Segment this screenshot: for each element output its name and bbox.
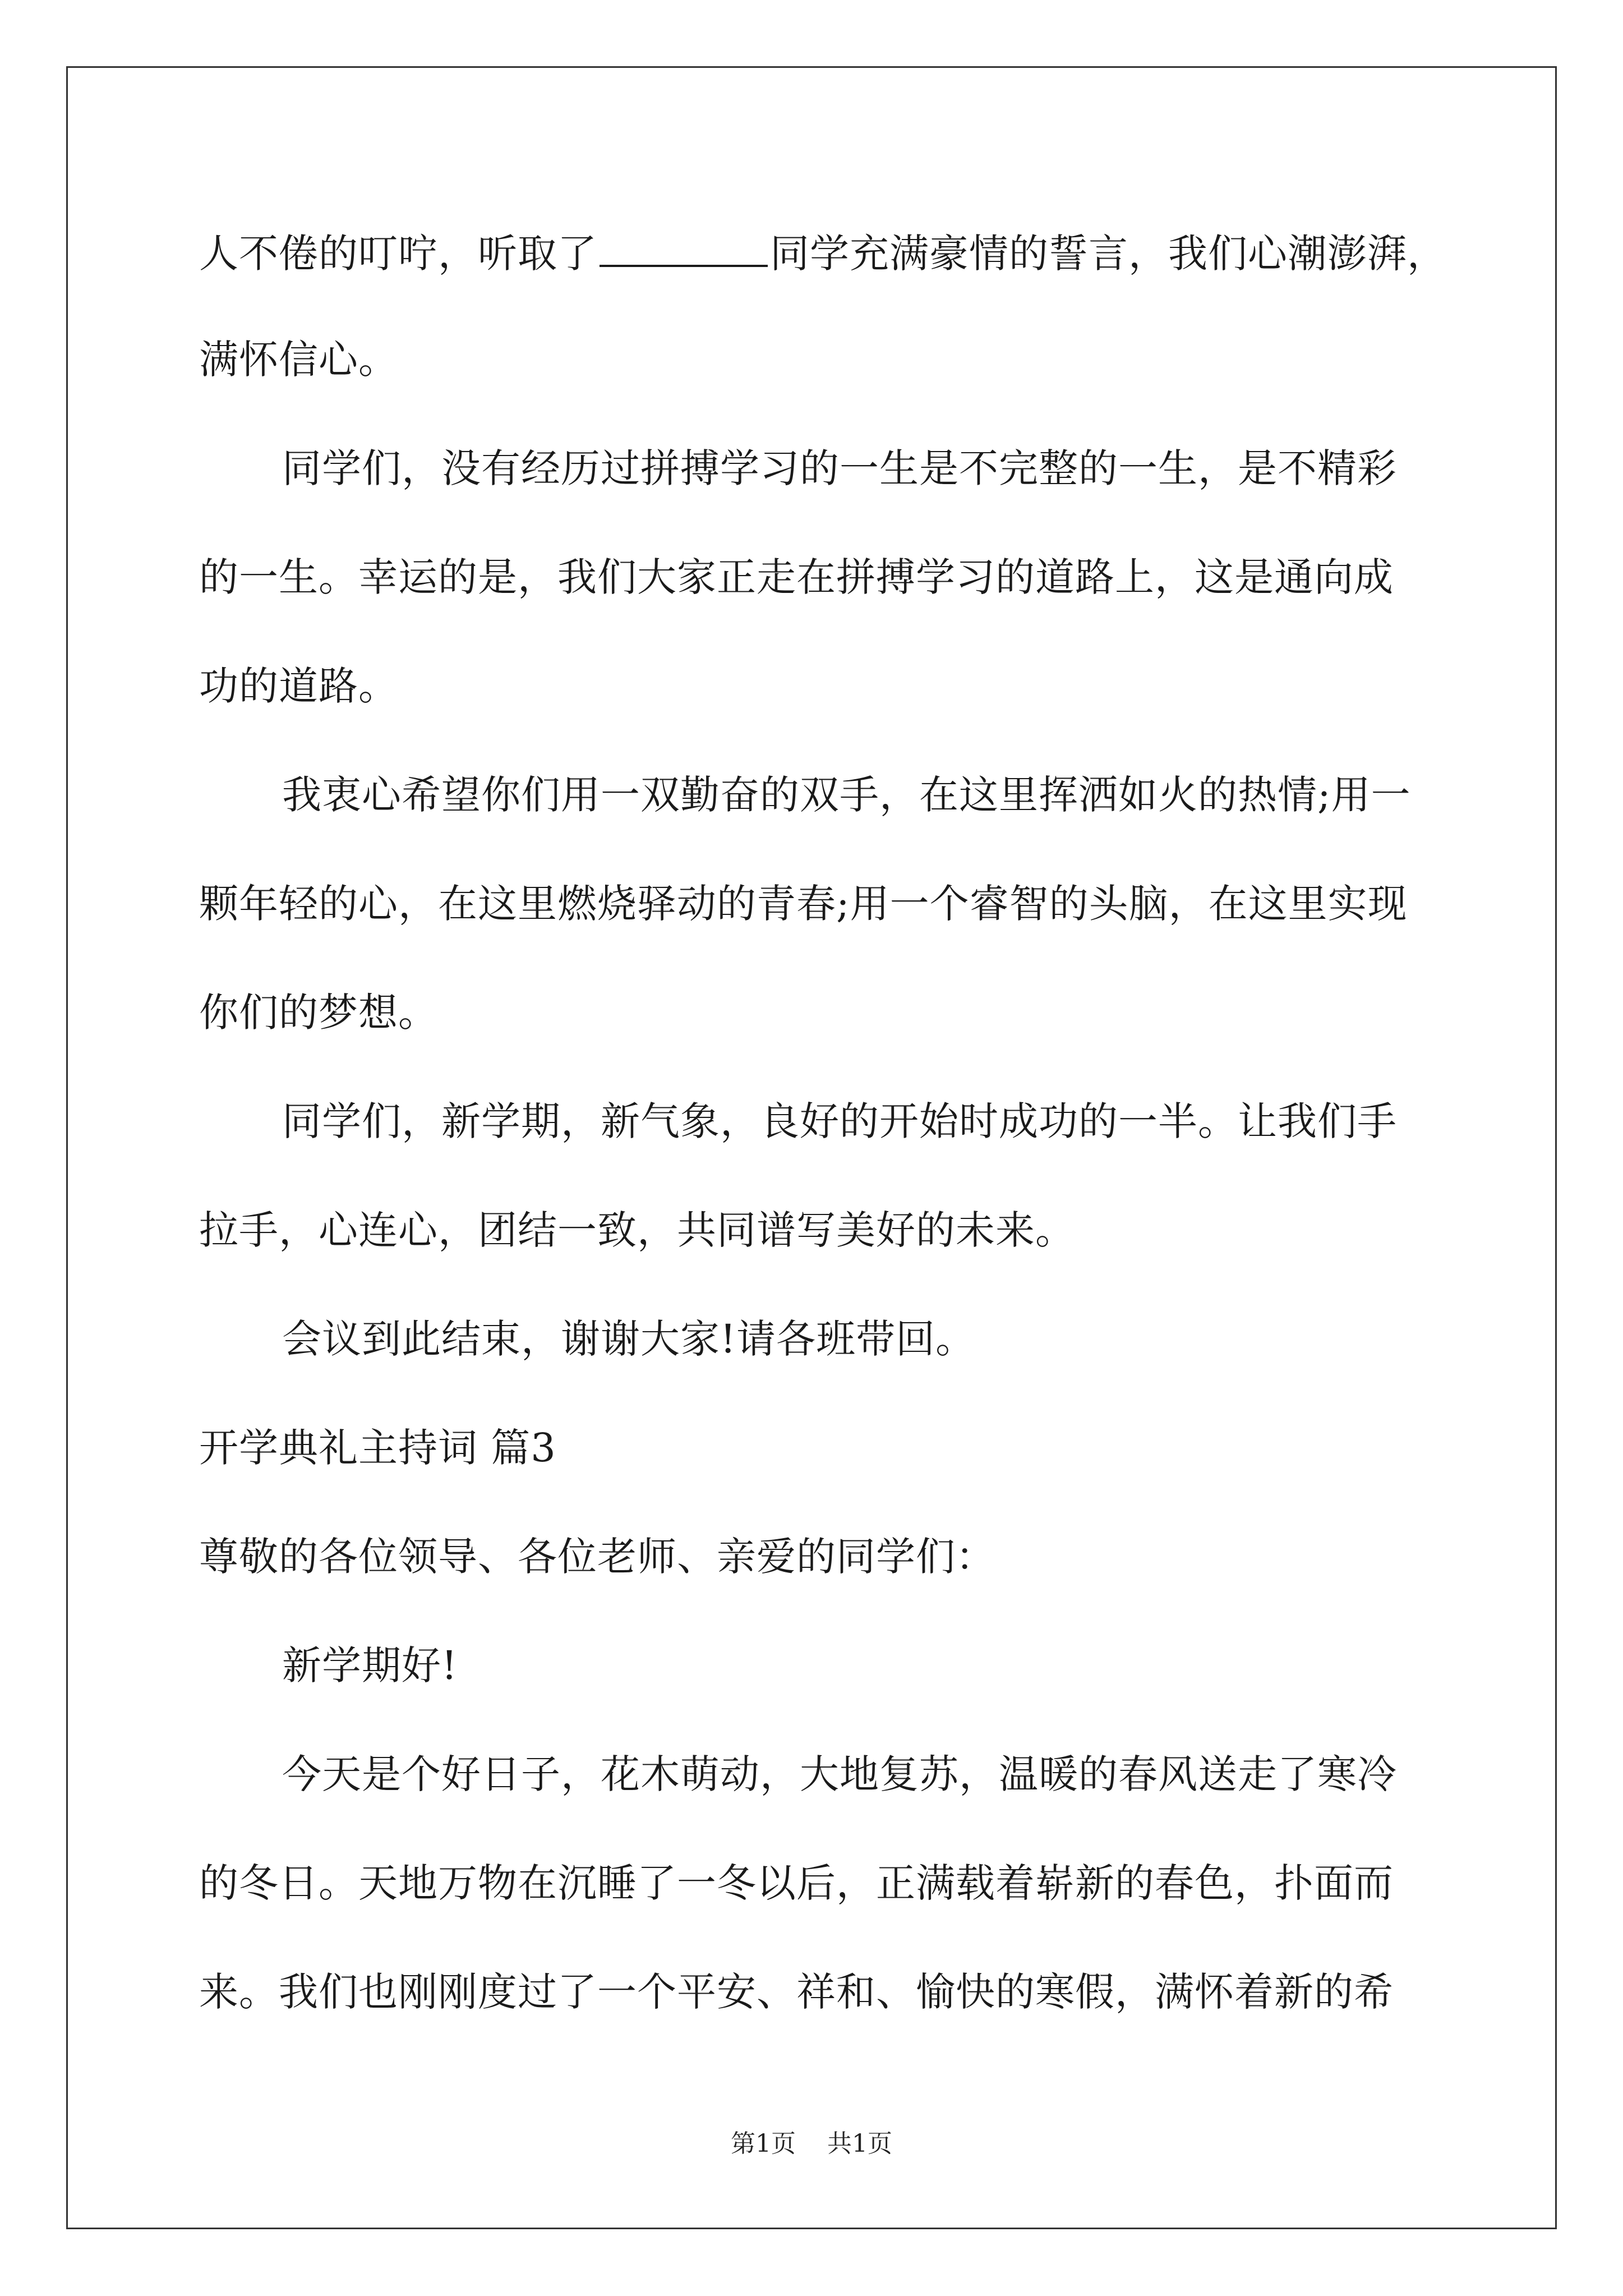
paragraph-start-11: 会议到此结束，谢谢大家!请各班带回。 bbox=[282, 1316, 976, 1362]
fill-in-blank bbox=[600, 231, 768, 267]
text-line-5: 功的道路。 bbox=[199, 663, 398, 709]
section-heading: 开学典礼主持词 篇3 bbox=[199, 1425, 556, 1471]
paragraph-start-9: 同学们，新学期，新气象，良好的开始时成功的一半。让我们手 bbox=[282, 1098, 1397, 1144]
text-before-blank: 人不倦的叮咛，听取了 bbox=[199, 231, 597, 277]
text-after-blank: 同学充满豪情的誓言，我们心潮澎湃， bbox=[770, 231, 1447, 277]
paragraph-start-3: 同学们，没有经历过拼搏学习的一生是不完整的一生，是不精彩 bbox=[282, 445, 1397, 491]
text-line-2: 满怀信心。 bbox=[199, 337, 398, 383]
paragraph-start-15: 今天是个好日子，花木萌动，大地复苏，温暖的春风送走了寒冷 bbox=[282, 1751, 1397, 1797]
greeting: 新学期好! bbox=[282, 1642, 458, 1688]
page-number-total: 共1页 bbox=[827, 2129, 892, 2158]
text-line-10: 拉手，心连心，团结一致，共同谱写美好的未来。 bbox=[199, 1207, 1075, 1253]
paragraph-start-6: 我衷心希望你们用一双勤奋的双手，在这里挥洒如火的热情;用一 bbox=[282, 772, 1411, 818]
salutation: 尊敬的各位领导、各位老师、亲爱的同学们： bbox=[199, 1534, 995, 1580]
text-line-8: 你们的梦想。 bbox=[199, 990, 438, 1036]
text-line-7: 颗年轻的心，在这里燃烧驿动的青春;用一个睿智的头脑，在这里实现 bbox=[199, 881, 1408, 927]
text-line-17: 来。我们也刚刚度过了一个平安、祥和、愉快的寒假，满怀着新的希 bbox=[199, 1969, 1394, 2015]
text-line-4: 的一生。幸运的是，我们大家正走在拼搏学习的道路上，这是通向成 bbox=[199, 554, 1394, 600]
text-line-16: 的冬日。天地万物在沉睡了一冬以后，正满载着崭新的春色，扑面而 bbox=[199, 1860, 1394, 1906]
text-line-1 bbox=[199, 231, 1447, 277]
page-number-current: 第1页 bbox=[731, 2129, 796, 2158]
page-footer bbox=[0, 2129, 1623, 2158]
